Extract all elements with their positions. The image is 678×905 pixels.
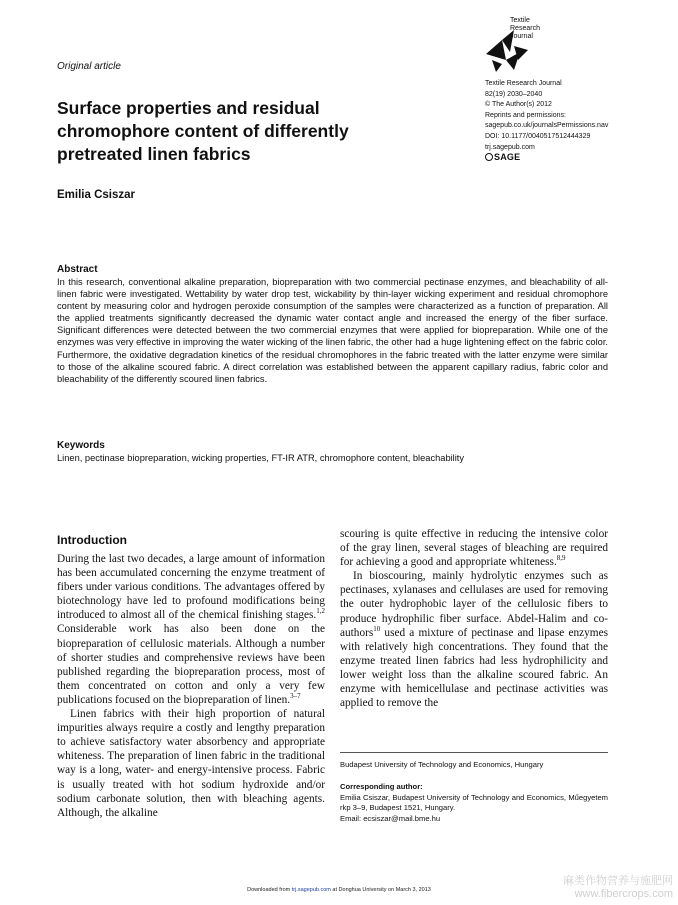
corresponding-email[interactable]: Email: ecsiszar@mail.bme.hu bbox=[340, 813, 441, 823]
journal-name: Textile Research Journal bbox=[485, 80, 562, 87]
download-footer: Downloaded from trj.sagepub.com at Donghua University on March 3, 2013 bbox=[247, 887, 431, 893]
footer-link[interactable]: trj.sagepub.com bbox=[291, 887, 331, 893]
sage-circle-icon bbox=[485, 153, 493, 161]
logo-line-3: Journal bbox=[510, 33, 533, 40]
doi: DOI: 10.1177/0040517512444329 bbox=[485, 132, 591, 140]
keywords-heading: Keywords bbox=[57, 440, 105, 451]
abstract-text: In this research, conventional alkaline preparation, biopreparation with two commercial pectinase enzymes, and bleachability of all-linen fabric were investigated. Wettability by water drop test, wickability by thin-layer wicking experiment and residual chromophore content by measuring color and hydrogen peroxide consumption of the samples were characterized as a function of preparation. All the applied treatments significantly decreased the dynamic water contact angle and increased the energy of the fiber surface. Significant differences were detected between the two commercial enzymes that were applied for biopreparation. While one of the enzymes was very effective in improving the water wicking of the linen fabric, the other had a huge lightening effect on the fabric color. Furthermore, the oxidative degradation kinetics of the residual chromophores in the fabric treated with the latter enzyme were similar to those of the alkaline scoured fabric. A direct correlation was established between the apparent capillary radius, fabric color and bleachability of the differently scoured linen fabrics. bbox=[57, 277, 608, 384]
author-name: Emilia Csiszar bbox=[57, 189, 135, 201]
affiliation: Budapest University of Technology and Economics, Hungary bbox=[340, 760, 544, 769]
logo-line-1: Textile bbox=[510, 17, 530, 24]
reprints-link[interactable]: sagepub.co.uk/journalsPermissions.nav bbox=[485, 122, 609, 130]
paper-title: Surface properties and residual chromophore content of differently pretreated linen fabrics bbox=[57, 98, 349, 164]
copyright: © The Author(s) 2012 bbox=[485, 101, 552, 109]
watermark-line-1: 麻类作物营养与施肥网 bbox=[563, 875, 673, 887]
logo-line-2: Research bbox=[510, 25, 540, 32]
watermark-line-2: www.fibercrops.com bbox=[574, 888, 673, 900]
abstract-heading: Abstract bbox=[57, 264, 98, 275]
corresponding-text: Emilia Csiszar, Budapest University of Technology and Economics, Műegyetem rkp 3–9, Budapest 1521, Hungary. bbox=[340, 792, 608, 812]
article-type: Original article bbox=[57, 61, 121, 72]
intro-paragraph-3: In bioscouring, mainly hydrolytic enzymes such as pectinases, xylanases and cellulases are used for removing the outer hydrophobic layer of the cellulosic fibers to produce hydrophilic fiber surface. Abdel-Halim and co-authors$^{10}$ used a mixture of pectinase and lipase enzymes with relatively high concentrations. They found that the enzyme treated linen fabrics had less hydrophilicity and lower weight loss than the alkaline scoured fabric. An enzyme with hemicellulase and pectinase activities was applied to remove the bbox=[340, 570, 608, 710]
intro-paragraph-2: Linen fabrics with their high proportion of natural impurities always require a costly and lengthy preparation to achieve satisfactory water absorbency and appropriate whiteness. The preparation of linen fabric in the traditional way is a long, water- and energy-intensive process. Fabric is usually treated with hot sodium hydroxide and/or sodium carbonate solution, then with bleaching agents. Although, the alkaline bbox=[57, 708, 325, 819]
footnote-divider bbox=[340, 752, 608, 753]
journal-site-link[interactable]: trj.sagepub.com bbox=[485, 143, 535, 151]
journal-meta bbox=[485, 79, 665, 153]
corresponding-heading: Corresponding author: bbox=[340, 782, 423, 791]
journal-volume: 82(19) 2030–2040 bbox=[485, 90, 543, 98]
citation[interactable]: 10 bbox=[373, 624, 381, 633]
reprints-label: Reprints and permissions: bbox=[485, 111, 566, 119]
watermark bbox=[545, 875, 673, 901]
keywords-text: Linen, pectinase biopreparation, wicking properties, FT-IR ATR, chromophore content, bleachability bbox=[57, 453, 465, 463]
publisher-logo bbox=[485, 152, 520, 162]
journal-logo-text bbox=[510, 17, 540, 41]
citation[interactable]: 8,9 bbox=[556, 554, 566, 563]
corresponding-author bbox=[340, 782, 608, 824]
publisher-name: SAGE bbox=[494, 152, 521, 162]
intro-paragraph-2-continued: scouring is quite effective in reducing the intensive color of the gray linen, several stages of bleaching are required for achieving a good and appropriate whiteness.$^{8,9}$ bbox=[340, 528, 608, 569]
intro-paragraph-1: During the last two decades, a large amount of information has been accumulated concerning the enzyme treatment of fibers under various conditions. The advantages offered by biotechnology have led to profound modifications being introduced to almost all of the chemical finishing stages.$^{1,2}$ Considerable work has also been done on the biopreparation of cellulosic materials. Although a number of shorter studies and comprehensive reviews have been published regarding the biopreparation process, most of them concentrated on cotton and only a very few publications focused on the biopreparation of linen.$^{3-7}$ bbox=[57, 553, 325, 706]
citation[interactable]: 1,2 bbox=[316, 607, 325, 616]
citation[interactable]: 3–7 bbox=[290, 692, 301, 701]
body-column-right bbox=[340, 527, 608, 710]
introduction-heading: Introduction bbox=[57, 533, 127, 547]
body-column-left bbox=[57, 552, 325, 820]
